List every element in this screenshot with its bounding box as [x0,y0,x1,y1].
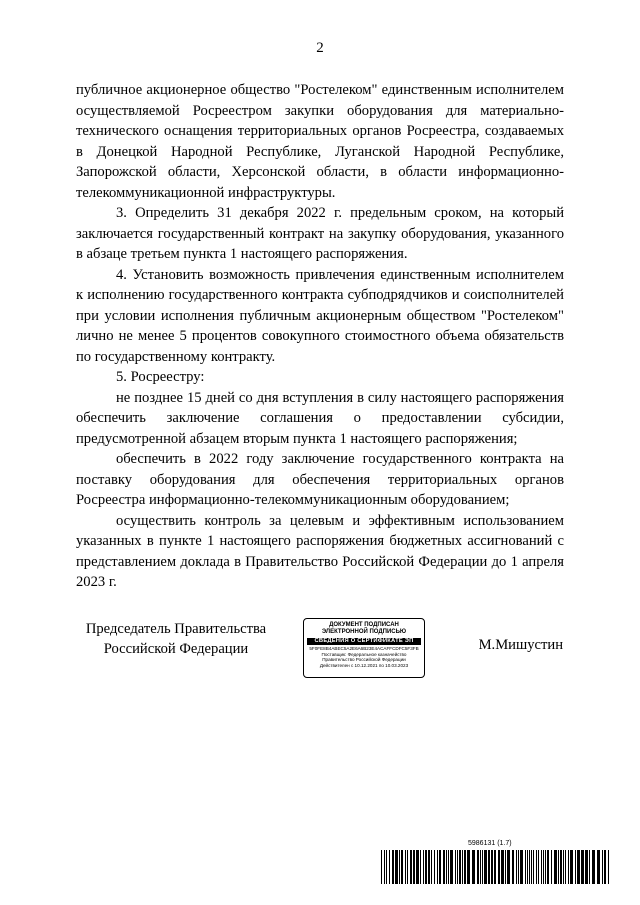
barcode-bar [527,850,528,884]
barcode-bar [568,850,569,884]
barcode-bar [399,850,400,884]
barcode-bar [425,850,427,884]
barcode-bar [384,850,385,884]
barcode-bar [484,850,487,884]
barcode-bar [477,850,479,884]
barcode-bar [395,850,398,884]
barcode-bar [420,850,421,884]
barcode-bar [381,850,382,884]
barcode-bar [529,850,530,884]
barcode-bar [494,850,496,884]
barcode-bar [462,850,463,884]
barcode-bar [525,850,526,884]
stamp-issuer-line1: Поставщик: Федеральное казначейство [321,651,407,657]
barcode-bar [518,850,519,884]
stamp-band: СВЕДЕНИЯ О СЕРТИФИКАТЕ ЭП [307,638,421,645]
barcode-bar [547,850,549,884]
barcode-bar [516,850,517,884]
barcode-bar [520,850,523,884]
signatory-name: М.Мишустин [478,637,563,653]
signatory-title [76,619,276,659]
barcode-bar [551,850,552,884]
barcode-bar [401,850,403,884]
barcode-bar [443,850,445,884]
document-body [76,80,564,593]
barcode-bar [416,850,419,884]
paragraph-3: 3. Определить 31 декабря 2022 г. предельным сроком, на который заключается государственный контракт на закупку оборудования, указанного в абзаце третьем пункта 1 настоящего распоряжения. [76,205,564,262]
barcode-bar [472,850,475,884]
barcode-bar [437,850,438,884]
barcode-bar [501,850,504,884]
barcode-bar [428,850,430,884]
document-code: 5986131 (1.7) [468,840,512,847]
barcode-bar [459,850,461,884]
barcode-bar [407,850,408,884]
barcode-bar [386,850,387,884]
barcode-bar [558,850,559,884]
barcode-bar [467,850,470,884]
barcode-bar [482,850,483,884]
stamp-validity: Действителен с 10.12.2021 по 10.03.2023 [319,662,409,668]
paragraph-1: публичное акционерное общество "Ростелеком" единственным исполнителем осуществляемой Росреестром закупки оборудования для материально-технического оснащения территориальных органов Росреестра, создаваемых в Донецкой Народной Республике, Луганской Народной Республике, Запорожской области, Херсонской области, в области информационно-телекоммуникационной инфраструктуры. [76,82,564,201]
stamp-issuer-line2: Правительство Российской Федерации [322,657,406,663]
barcode-bar [498,850,500,884]
barcode-bar [439,850,441,884]
barcode-bar [577,850,580,884]
barcode-bar [423,850,424,884]
barcode-bar [450,850,453,884]
barcode-bar [541,850,542,884]
barcode-bar [405,850,406,884]
barcode-bar [488,850,490,884]
stamp-line1: ДОКУМЕНТ ПОДПИСАН [329,622,399,628]
barcode-bar [602,850,603,884]
barcode-bar [392,850,394,884]
paragraph-5-item-2: обеспечить в 2022 году заключение государственного контракта на поставку оборудования для обеспечения территориальных органов Росреестра информационно-телекоммуникационным оборудованием; [76,451,564,508]
barcode-bar [563,850,564,884]
paragraph-5-item-1: не позднее 15 дней со дня вступления в силу настоящего распоряжения обеспечить заключение соглашения о предоставлении субсидии, предусмотренной абзацем вторым пункта 1 настоящего распоряжения; [76,389,564,447]
barcode [381,850,612,884]
barcode-bar [389,850,390,884]
barcode-bar [581,850,584,884]
barcode-bar [538,850,539,884]
signatory-title-line1: Председатель Правительства [85,621,267,637]
barcode-bar [505,850,506,884]
barcode-bar [545,850,546,884]
stamp-line2: ЭЛЕКТРОННОЙ ПОДПИСЬЮ [321,629,407,635]
barcode-bar [575,850,576,884]
stamp-serial: 5F0FE8B4ABEC5A2E6A6B23E4ACAFFCDFC5F3FB [309,646,419,651]
paragraph-4: 4. Установить возможность привлечения единственным исполнителем к исполнению государственного контракта субподрядчиков и соисполнителей при условии исполнения публичным акционерным обществом "Ростелеком" лично не менее 5 процентов совокупного стоимостного объема обязательств по государственному контракту. [76,266,564,365]
barcode-bar [491,850,493,884]
barcode-bar [589,850,590,884]
barcode-bar [431,850,432,884]
page-number: 2 [316,40,324,56]
paragraph-5-item-3: осуществить контроль за целевым и эффективным использованием указанных в пункте 1 настоящего распоряжения бюджетных ассигнований с представлением доклада в Правительство Российской Федерации до 1 апреля 2023 г. [76,512,564,590]
barcode-bar [585,850,588,884]
barcode-bar [455,850,456,884]
barcode-bar [536,850,537,884]
barcode-bar [608,850,609,884]
barcode-bar [480,850,481,884]
barcode-bar [533,850,534,884]
barcode-bar [597,850,600,884]
barcode-bar [543,850,544,884]
barcode-bar [592,850,595,884]
barcode-bar [507,850,510,884]
barcode-bar [413,850,415,884]
barcode-bar [570,850,573,884]
barcode-bar [446,850,447,884]
paragraph-5: 5. Росреестру: [116,369,205,385]
barcode-bar [565,850,566,884]
barcode-bar [604,850,606,884]
barcode-bar [560,850,562,884]
barcode-bar [531,850,532,884]
electronic-signature-stamp [303,618,425,678]
barcode-bar [448,850,449,884]
barcode-bar [464,850,466,884]
barcode-bar [434,850,435,884]
barcode-bar [410,850,412,884]
barcode-bar [512,850,514,884]
barcode-bar [457,850,458,884]
signatory-title-line2: Российской Федерации [103,641,249,657]
barcode-bar [554,850,557,884]
